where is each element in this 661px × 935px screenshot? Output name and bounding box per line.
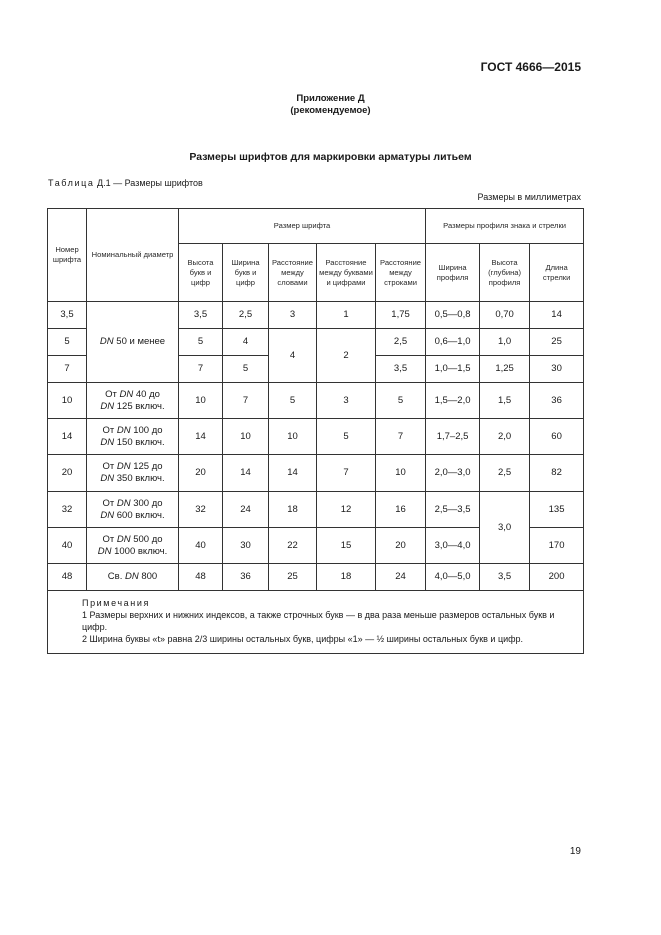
cell-letter-height: 32: [179, 492, 223, 528]
cell-profile-height: 2,0: [480, 419, 530, 455]
cell-nominal-diameter: От DN 300 до DN 600 включ.: [87, 492, 179, 528]
dn-symbol: DN: [99, 336, 114, 347]
cell-profile-height: 1,5: [480, 383, 530, 419]
cell-char-spacing: 7: [317, 455, 376, 492]
cell-profile-width: 1,5—2,0: [426, 383, 480, 419]
cell-word-spacing: 4: [269, 329, 317, 383]
cell-arrow-length: 30: [530, 356, 584, 383]
cell-char-spacing: 2: [317, 329, 376, 383]
cell-profile-height: 2,5: [480, 455, 530, 492]
cell-char-spacing: 5: [317, 419, 376, 455]
header-arrow-length: Длина стрелки: [530, 244, 584, 302]
cell-letter-width: 10: [223, 419, 269, 455]
cell-char-spacing: 12: [317, 492, 376, 528]
cell-font-number: 3,5: [48, 302, 87, 329]
cell-letter-width: 2,5: [223, 302, 269, 329]
cell-word-spacing: 14: [269, 455, 317, 492]
table-row: [48, 564, 584, 591]
header-letter-height: Высота букв и цифр: [179, 244, 223, 302]
cell-line-spacing: 10: [376, 455, 426, 492]
cell-profile-height: 3,5: [480, 564, 530, 591]
cell-profile-height: 0,70: [480, 302, 530, 329]
header-line-spacing: Расстояние между строками: [376, 244, 426, 302]
cell-letter-width: 5: [223, 356, 269, 383]
table-row: [48, 419, 584, 455]
cell-nominal-diameter: От DN 100 до DN 150 включ.: [87, 419, 179, 455]
cell-nominal-diameter: От DN 500 до DN 1000 включ.: [87, 528, 179, 564]
cell-word-spacing: 25: [269, 564, 317, 591]
section-title: Размеры шрифтов для маркировки арматуры литьем: [189, 151, 472, 163]
cell-char-spacing: 3: [317, 383, 376, 419]
annex-title: Приложение Д: [296, 93, 365, 104]
annex-subtitle: (рекомендуемое): [290, 105, 371, 116]
cell-arrow-length: 60: [530, 419, 584, 455]
cell-letter-width: 14: [223, 455, 269, 492]
cell-arrow-length: 36: [530, 383, 584, 419]
cell-font-number: 14: [48, 419, 87, 455]
cell-nominal-diameter: От DN 125 до DN 350 включ.: [87, 455, 179, 492]
dn-symbol: DN: [116, 424, 131, 436]
cell-line-spacing: 1,75: [376, 302, 426, 329]
annex-heading: [0, 93, 661, 117]
table-caption-text: Д.1 — Размеры шрифтов: [94, 178, 203, 188]
cell-profile-width: 4,0—5,0: [426, 564, 480, 591]
cell-font-number: 7: [48, 356, 87, 383]
cell-letter-height: 48: [179, 564, 223, 591]
cell-letter-width: 24: [223, 492, 269, 528]
cell-profile-width: 1,0—1,5: [426, 356, 480, 383]
cell-letter-width: 30: [223, 528, 269, 564]
cell-letter-height: 5: [179, 329, 223, 356]
table-row: [48, 492, 584, 528]
header-profile-width: Ширина профиля: [426, 244, 480, 302]
header-char-spacing: Расстояние между буквами и цифрами: [317, 244, 376, 302]
cell-arrow-length: 82: [530, 455, 584, 492]
font-size-table: [47, 208, 584, 654]
table-row: [48, 455, 584, 492]
dn-symbol: DN: [116, 461, 131, 472]
cell-profile-width: 0,5—0,8: [426, 302, 480, 329]
cell-line-spacing: 3,5: [376, 356, 426, 383]
cell-arrow-length: 25: [530, 329, 584, 356]
dn-symbol: DN: [100, 473, 115, 484]
header-nominal-diameter: Номинальный диаметр: [87, 209, 179, 302]
cell-line-spacing: 7: [376, 419, 426, 455]
note-item: [54, 609, 577, 633]
cell-char-spacing: 1: [317, 302, 376, 329]
header-word-spacing: Расстояние между словами: [269, 244, 317, 302]
cell-font-number: 5: [48, 329, 87, 356]
cell-profile-width: 1,7–2,5: [426, 419, 480, 455]
cell-nominal-diameter: Св. DN 800: [87, 564, 179, 591]
cell-word-spacing: 18: [269, 492, 317, 528]
cell-letter-width: 36: [223, 564, 269, 591]
cell-char-spacing: 18: [317, 564, 376, 591]
cell-font-number: 40: [48, 528, 87, 564]
header-font-size: Размер шрифта: [179, 209, 426, 244]
cell-letter-width: 4: [223, 329, 269, 356]
units-note: Размеры в миллиметрах: [477, 192, 581, 202]
cell-arrow-length: 14: [530, 302, 584, 329]
dn-symbol: DN: [119, 388, 134, 400]
cell-letter-height: 20: [179, 455, 223, 492]
cell-line-spacing: 2,5: [376, 329, 426, 356]
cell-letter-height: 3,5: [179, 302, 223, 329]
dn-symbol: DN: [116, 533, 131, 545]
cell-letter-height: 40: [179, 528, 223, 564]
cell-font-number: 48: [48, 564, 87, 591]
note-text: 1 Размеры верхних и нижних индексов, а также строчных букв — в два раза меньше размеров остальных букв и цифр.: [82, 610, 555, 632]
cell-letter-height: 7: [179, 356, 223, 383]
cell-nominal-diameter: DN 50 и менее: [87, 302, 179, 383]
cell-font-number: 32: [48, 492, 87, 528]
header-profile: Размеры профиля знака и стрелки: [426, 209, 584, 244]
cell-profile-width: 0,6—1,0: [426, 329, 480, 356]
table-row: [48, 302, 584, 329]
note-text: 2 Ширина буквы «t» равна 2/3 ширины остальных букв, цифры «1» — ½ ширины остальных букв и цифр.: [82, 634, 524, 644]
cell-line-spacing: 5: [376, 383, 426, 419]
note-item: [54, 633, 577, 645]
page-number: 19: [569, 846, 581, 857]
header-font-number: Номер шрифта: [48, 209, 87, 302]
cell-profile-height: 1,0: [480, 329, 530, 356]
cell-profile-height: 1,25: [480, 356, 530, 383]
cell-profile-width: 3,0—4,0: [426, 528, 480, 564]
header-profile-height: Высота (глубина) профиля: [480, 244, 530, 302]
document-code: ГОСТ 4666—2015: [480, 60, 581, 74]
cell-font-number: 20: [48, 455, 87, 492]
cell-line-spacing: 20: [376, 528, 426, 564]
cell-nominal-diameter: От DN 40 до DN 125 включ.: [87, 383, 179, 419]
dn-symbol: DN: [100, 436, 115, 448]
cell-word-spacing: 5: [269, 383, 317, 419]
cell-arrow-length: 200: [530, 564, 584, 591]
cell-font-number: 10: [48, 383, 87, 419]
cell-word-spacing: 22: [269, 528, 317, 564]
dn-symbol: DN: [97, 545, 112, 557]
cell-arrow-length: 170: [530, 528, 584, 564]
dn-symbol: DN: [124, 571, 139, 582]
table-row: [48, 383, 584, 419]
cell-profile-height: 3,0: [480, 492, 530, 564]
cell-line-spacing: 16: [376, 492, 426, 528]
cell-profile-width: 2,0—3,0: [426, 455, 480, 492]
dn-symbol: DN: [116, 497, 131, 509]
cell-line-spacing: 24: [376, 564, 426, 591]
header-letter-width: Ширина букв и цифр: [223, 244, 269, 302]
notes-title: Примечания: [82, 598, 150, 608]
dn-symbol: DN: [100, 400, 115, 412]
notes: [48, 591, 584, 654]
cell-arrow-length: 135: [530, 492, 584, 528]
table-caption: [48, 178, 203, 188]
cell-char-spacing: 15: [317, 528, 376, 564]
table-caption-prefix: Таблица: [48, 178, 95, 188]
cell-word-spacing: 10: [269, 419, 317, 455]
dn-symbol: DN: [100, 509, 115, 521]
cell-letter-height: 10: [179, 383, 223, 419]
cell-word-spacing: 3: [269, 302, 317, 329]
cell-letter-width: 7: [223, 383, 269, 419]
cell-letter-height: 14: [179, 419, 223, 455]
cell-profile-width: 2,5—3,5: [426, 492, 480, 528]
